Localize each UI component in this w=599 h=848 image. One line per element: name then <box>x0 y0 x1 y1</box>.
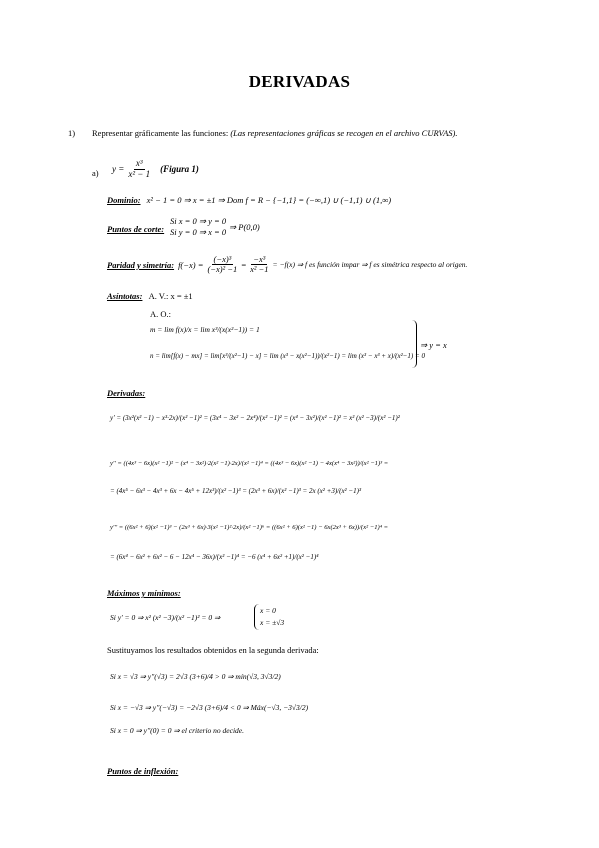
asymptotes-row <box>107 291 193 301</box>
parity-fraction-2 <box>248 255 270 275</box>
third-derivative-line-2: = (6x⁴ − 6x² + 6x² − 6 − 12x⁴ − 36x)/(x² −1)⁴ = −6 (x⁴ + 6x² +1)/(x² −1)⁴ <box>110 553 319 561</box>
first-derivative: y' = (3x²(x² −1) − x³·2x)/(x² −1)² = (3x⁴ − 3x² − 2x⁴)/(x² −1)² = (x⁴ − 3x²)/(x² −1)² = x² (x² −3)/(x² −1)² <box>110 414 400 422</box>
part-label: a) <box>92 168 99 178</box>
asymptote-oblique-label: A. O.: <box>150 309 172 319</box>
cut-result: ⇒ P(0,0) <box>229 222 260 232</box>
cuts-brace <box>222 217 226 237</box>
maxmin-brace <box>254 604 259 630</box>
maxmin-result-2: x = ±√3 <box>260 618 285 627</box>
parity-num-2: −x³ <box>253 254 266 264</box>
figure-label: (Figura 1) <box>160 164 199 175</box>
cuts-label-text: Puntos de corte: <box>107 224 165 234</box>
parity-lhs: f(−x) = <box>178 259 204 270</box>
function-definition <box>112 159 199 180</box>
page-title: DERIVADAS <box>248 72 351 91</box>
statement-text: Representar gráficamente las funciones: <box>92 128 229 138</box>
statement-note: (Las representaciones gráficas se recogen en el archivo CURVAS). <box>230 128 458 138</box>
asymptote-brace <box>412 320 417 368</box>
domain-label: Dominio: <box>107 195 141 205</box>
exercise-number: 1) <box>68 128 76 138</box>
derivatives-label: Derivadas: <box>107 388 146 398</box>
parity-den-1: (−x)² −1 <box>207 264 238 275</box>
inflection-label: Puntos de inflexión: <box>107 766 179 776</box>
maxmin-results <box>260 605 284 629</box>
case-negative-root: Si x = −√3 ⇒ y''(−√3) = −2√3 (3+6)/4 < 0 ⇒ Máx(−√3, −3√3/2) <box>110 703 309 712</box>
function-numerator: x³ <box>135 158 143 168</box>
parity-num-1: (−x)³ <box>213 254 232 264</box>
asymptote-vertical: A. V.: x = ±1 <box>148 291 193 301</box>
asymptote-result: ⇒ y = x <box>420 340 447 350</box>
asymptote-n: n = lim[f(x) − mx] = lim[x³/(x²−1) − x] = lim (x³ − x(x²−1))/(x²−1) = lim (x³ − x³ + x)/(x²−1) = 0 <box>150 352 425 360</box>
maxmin-equation: Si y' = 0 ⇒ x² (x² −3)/(x² −1)² = 0 ⇒ <box>110 613 221 622</box>
second-derivative-line-1: y'' = ((4x³ − 6x)(x² −1)² − (x⁴ − 3x²)·2(x² −1)·2x)/(x² −1)⁴ = ((4x³ − 6x)(x² −1) − 4x(x⁴ − 3x²))/(x² −1)³ = <box>110 460 389 467</box>
cut-line-2: Si y = 0 ⇒ x = 0 <box>170 227 227 237</box>
function-denominator: x² − 1 <box>128 168 151 179</box>
cuts-label <box>107 224 164 234</box>
asymptotes-label: Asíntotas: <box>107 291 143 301</box>
maxmin-result-1: x = 0 <box>260 606 276 615</box>
asymptote-m: m = lim f(x)/x = lim x³/(x(x²−1)) = 1 <box>150 325 260 334</box>
function-fraction <box>126 159 152 180</box>
domain-text: x² − 1 = 0 ⇒ x = ±1 ⇒ Dom f = R − {−1,1} = (−∞,1) ∪ (−1,1) ∪ (1,∞) <box>146 195 392 205</box>
cut-line-1: Si x = 0 ⇒ y = 0 <box>170 216 227 226</box>
domain-row <box>107 195 391 206</box>
second-derivative-line-2: = (4x⁵ − 6x³ − 4x³ + 6x − 4x⁵ + 12x³)/(x² −1)³ = (2x³ + 6x)/(x² −1)³ = 2x (x² +3)/(x² −1)³ <box>110 487 362 495</box>
parity-label: Paridad y simetría: <box>107 259 175 270</box>
parity-den-2: x² −1 <box>250 264 269 275</box>
case-positive-root: Si x = √3 ⇒ y''(√3) = 2√3 (3+6)/4 > 0 ⇒ mín(√3, 3√3/2) <box>110 672 281 681</box>
maxmin-label: Máximos y mínimos: <box>107 588 181 598</box>
function-y: y = <box>112 164 125 175</box>
exercise-statement <box>92 128 457 138</box>
parity-text: = −f(x) ⇒ f es función impar ⇒ f es simétrica respecto al origen. <box>272 260 468 270</box>
substitution-text: Sustituyamos los resultados obtenidos en la segunda derivada: <box>107 645 319 655</box>
parity-row: Paridad y simetría: f(−x) = $\frac{\text{(−x)³}}{\text{(−x)² −1}}$ = $\frac{\text{−x³}}{\text{x² −1}}$ = −f(x) ⇒ f es función impar ⇒ f es simétrica respecto al origen. <box>107 254 468 275</box>
third-derivative-line-1: y''' = ((6x² + 6)(x² −1)³ − (2x³ + 6x)·3(x² −1)²·2x)/(x² −1)⁶ = ((6x² + 6)(x² −1) − 6x(2x³ + 6x))/(x² −1)⁴ = <box>110 524 389 531</box>
case-zero: Si x = 0 ⇒ y''(0) = 0 ⇒ el criterio no decide. <box>110 726 244 735</box>
parity-fraction-1 <box>205 255 239 275</box>
